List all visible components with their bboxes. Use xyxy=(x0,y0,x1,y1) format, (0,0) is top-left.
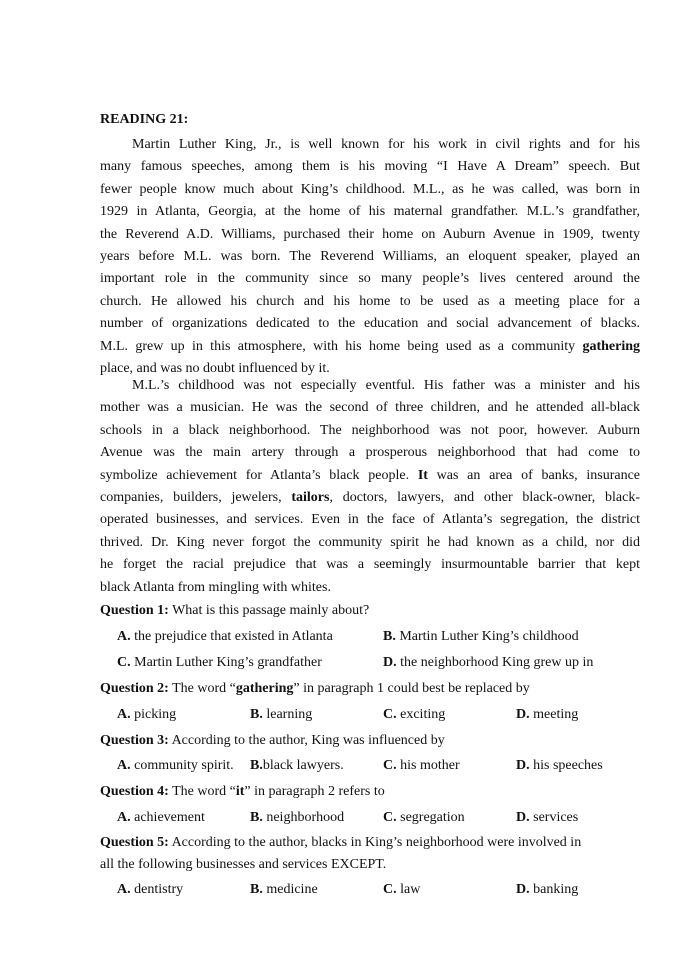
option-letter: B. xyxy=(383,629,396,644)
question-text: According to the author, King was influenced by xyxy=(168,733,445,748)
question-keyword: it xyxy=(235,784,245,799)
option-c[interactable] xyxy=(117,655,322,671)
option-text: medicine xyxy=(262,882,318,897)
text-segment: companies, builders, jewelers, xyxy=(100,490,282,506)
paragraph-2 xyxy=(100,375,640,599)
option-a[interactable] xyxy=(117,707,176,723)
text-segment: was an area of banks, insurance xyxy=(436,467,641,483)
keyword-it: It xyxy=(417,467,428,483)
text-line: important role in the community since so many people’s lives centered around the xyxy=(100,271,640,287)
option-letter: C. xyxy=(383,758,397,773)
text-line: the Reverend A.D. Williams, purchased their home on Auburn Avenue in 1909, twenty xyxy=(100,226,640,242)
question-keyword: gathering xyxy=(235,681,294,696)
option-a[interactable] xyxy=(117,629,333,645)
question-text: ” in paragraph 2 refers to xyxy=(244,784,385,799)
option-d[interactable] xyxy=(383,655,593,671)
text-line: place, and was no doubt influenced by it. xyxy=(100,361,330,377)
option-text: Martin Luther King’s childhood xyxy=(395,629,579,644)
option-letter: D. xyxy=(516,707,530,722)
text-line: fewer people know much about King’s childhood. M.L., as he was called, was born in xyxy=(100,181,640,197)
text-line: Martin Luther King, Jr., is well known for his work in civil rights and for his xyxy=(132,137,640,152)
option-text: the neighborhood King grew up in xyxy=(396,655,594,670)
option-b[interactable] xyxy=(250,707,312,723)
option-letter: D. xyxy=(383,655,397,670)
option-text: meeting xyxy=(529,707,579,722)
option-letter: D. xyxy=(516,882,530,897)
option-c[interactable] xyxy=(383,707,445,723)
option-letter: D. xyxy=(516,810,530,825)
paragraph-1 xyxy=(100,134,640,380)
question-5-options xyxy=(117,882,647,902)
question-2 xyxy=(100,681,530,697)
text-line: he forget the racial prejudice that was a seemingly insurmountable barrier that kept xyxy=(100,557,640,573)
option-a[interactable] xyxy=(117,810,205,826)
option-text: black lawyers. xyxy=(262,758,344,773)
question-5-line-2: all the following businesses and services EXCEPT. xyxy=(100,857,387,872)
option-text: community spirit. xyxy=(130,758,234,773)
option-text: exciting xyxy=(396,707,446,722)
option-letter: C. xyxy=(117,655,131,670)
text-segment: M.L. grew up in this atmosphere, with his home being used as a community xyxy=(100,338,576,354)
question-2-options xyxy=(117,707,647,727)
question-text: The word “ xyxy=(168,784,236,799)
option-text: picking xyxy=(130,707,177,722)
option-d[interactable] xyxy=(516,707,578,723)
option-letter: C. xyxy=(383,882,397,897)
option-letter: B. xyxy=(250,707,263,722)
text-line: 1929 in Atlanta, Georgia, at the home of his maternal grandfather. M.L.’s grandfather, xyxy=(100,204,640,220)
text-line: operated businesses, and services. Even in the face of Atlanta’s segregation, the district xyxy=(100,512,640,528)
option-letter: B. xyxy=(250,810,263,825)
option-a[interactable] xyxy=(117,882,183,898)
option-d[interactable] xyxy=(516,882,578,898)
option-text: banking xyxy=(529,882,579,897)
option-text: segregation xyxy=(396,810,465,825)
question-5 xyxy=(100,835,581,851)
option-text: the prejudice that existed in Atlanta xyxy=(130,629,333,644)
option-letter: B. xyxy=(250,882,263,897)
option-text: neighborhood xyxy=(262,810,345,825)
option-b[interactable] xyxy=(250,882,318,898)
option-letter: A. xyxy=(117,810,131,825)
question-1-options-row-2 xyxy=(117,655,647,675)
option-a[interactable] xyxy=(117,758,234,774)
question-3 xyxy=(100,733,445,749)
option-text: law xyxy=(396,882,421,897)
text-line: schools in a black neighborhood. The neighborhood was not poor, however. Auburn xyxy=(100,422,640,438)
question-label: Question 4: xyxy=(100,784,169,799)
reading-title: READING 21: xyxy=(100,112,189,127)
text-line: Avenue was the main artery through a prosperous neighborhood that had come to xyxy=(100,445,640,461)
option-letter: A. xyxy=(117,629,131,644)
option-b[interactable] xyxy=(250,758,344,774)
option-letter: D. xyxy=(516,758,530,773)
text-line xyxy=(100,336,640,358)
text-line: church. He allowed his church and his home to be used as a meeting place for a xyxy=(100,293,640,309)
question-text: What is this passage mainly about? xyxy=(168,603,370,618)
question-label: Question 5: xyxy=(100,835,169,850)
option-text: services xyxy=(529,810,579,825)
option-d[interactable] xyxy=(516,758,603,774)
question-text: ” in paragraph 1 could best be replaced by xyxy=(293,681,530,696)
option-b[interactable] xyxy=(250,810,344,826)
text-line: many famous speeches, among them is his moving “I Have A Dream” speech. But xyxy=(100,159,640,175)
text-line: thrived. Dr. King never forgot the community spirit he had known as a child, nor did xyxy=(100,534,640,550)
question-label: Question 2: xyxy=(100,681,169,696)
question-1-options-row-1 xyxy=(117,629,647,649)
text-line: mother was a musician. He was the second of three children, and he attended all-black xyxy=(100,400,640,416)
question-4 xyxy=(100,784,385,800)
text-line xyxy=(100,487,640,509)
question-4-options xyxy=(117,810,647,830)
option-letter: C. xyxy=(383,707,397,722)
option-text: achievement xyxy=(130,810,205,825)
option-text: his mother xyxy=(396,758,460,773)
question-label: Question 1: xyxy=(100,603,169,618)
question-1 xyxy=(100,603,369,619)
question-text: According to the author, blacks in King’s neighborhood were involved in xyxy=(168,835,582,850)
option-letter: A. xyxy=(117,882,131,897)
text-line: M.L.’s childhood was not especially eventful. His father was a minister and his xyxy=(132,378,640,393)
option-d[interactable] xyxy=(516,810,578,826)
option-text: dentistry xyxy=(130,882,184,897)
option-letter: A. xyxy=(117,758,131,773)
text-line: black Atlanta from mingling with whites. xyxy=(100,579,331,595)
option-letter: B. xyxy=(250,758,263,773)
question-text: The word “ xyxy=(168,681,236,696)
option-c[interactable] xyxy=(383,882,420,898)
question-3-options xyxy=(117,758,647,778)
text-segment: symbolize achievement for Atlanta’s black people. xyxy=(100,467,410,483)
option-letter: C. xyxy=(383,810,397,825)
keyword-gathering: gathering xyxy=(582,338,640,354)
text-segment: , doctors, lawyers, and other black-owner, black- xyxy=(329,490,640,506)
option-c[interactable] xyxy=(383,758,460,774)
text-line: number of organizations dedicated to the education and social advancement of blacks. xyxy=(100,316,640,332)
option-text: learning xyxy=(262,707,313,722)
option-text: Martin Luther King’s grandfather xyxy=(130,655,322,670)
text-line xyxy=(100,465,640,487)
option-c[interactable] xyxy=(383,810,465,826)
text-line: years before M.L. was born. The Reverend Williams, an eloquent speaker, played an xyxy=(100,249,640,265)
option-b[interactable] xyxy=(383,629,579,645)
keyword-tailors: tailors xyxy=(291,490,330,506)
option-text: his speeches xyxy=(529,758,603,773)
question-label: Question 3: xyxy=(100,733,169,748)
option-letter: A. xyxy=(117,707,131,722)
